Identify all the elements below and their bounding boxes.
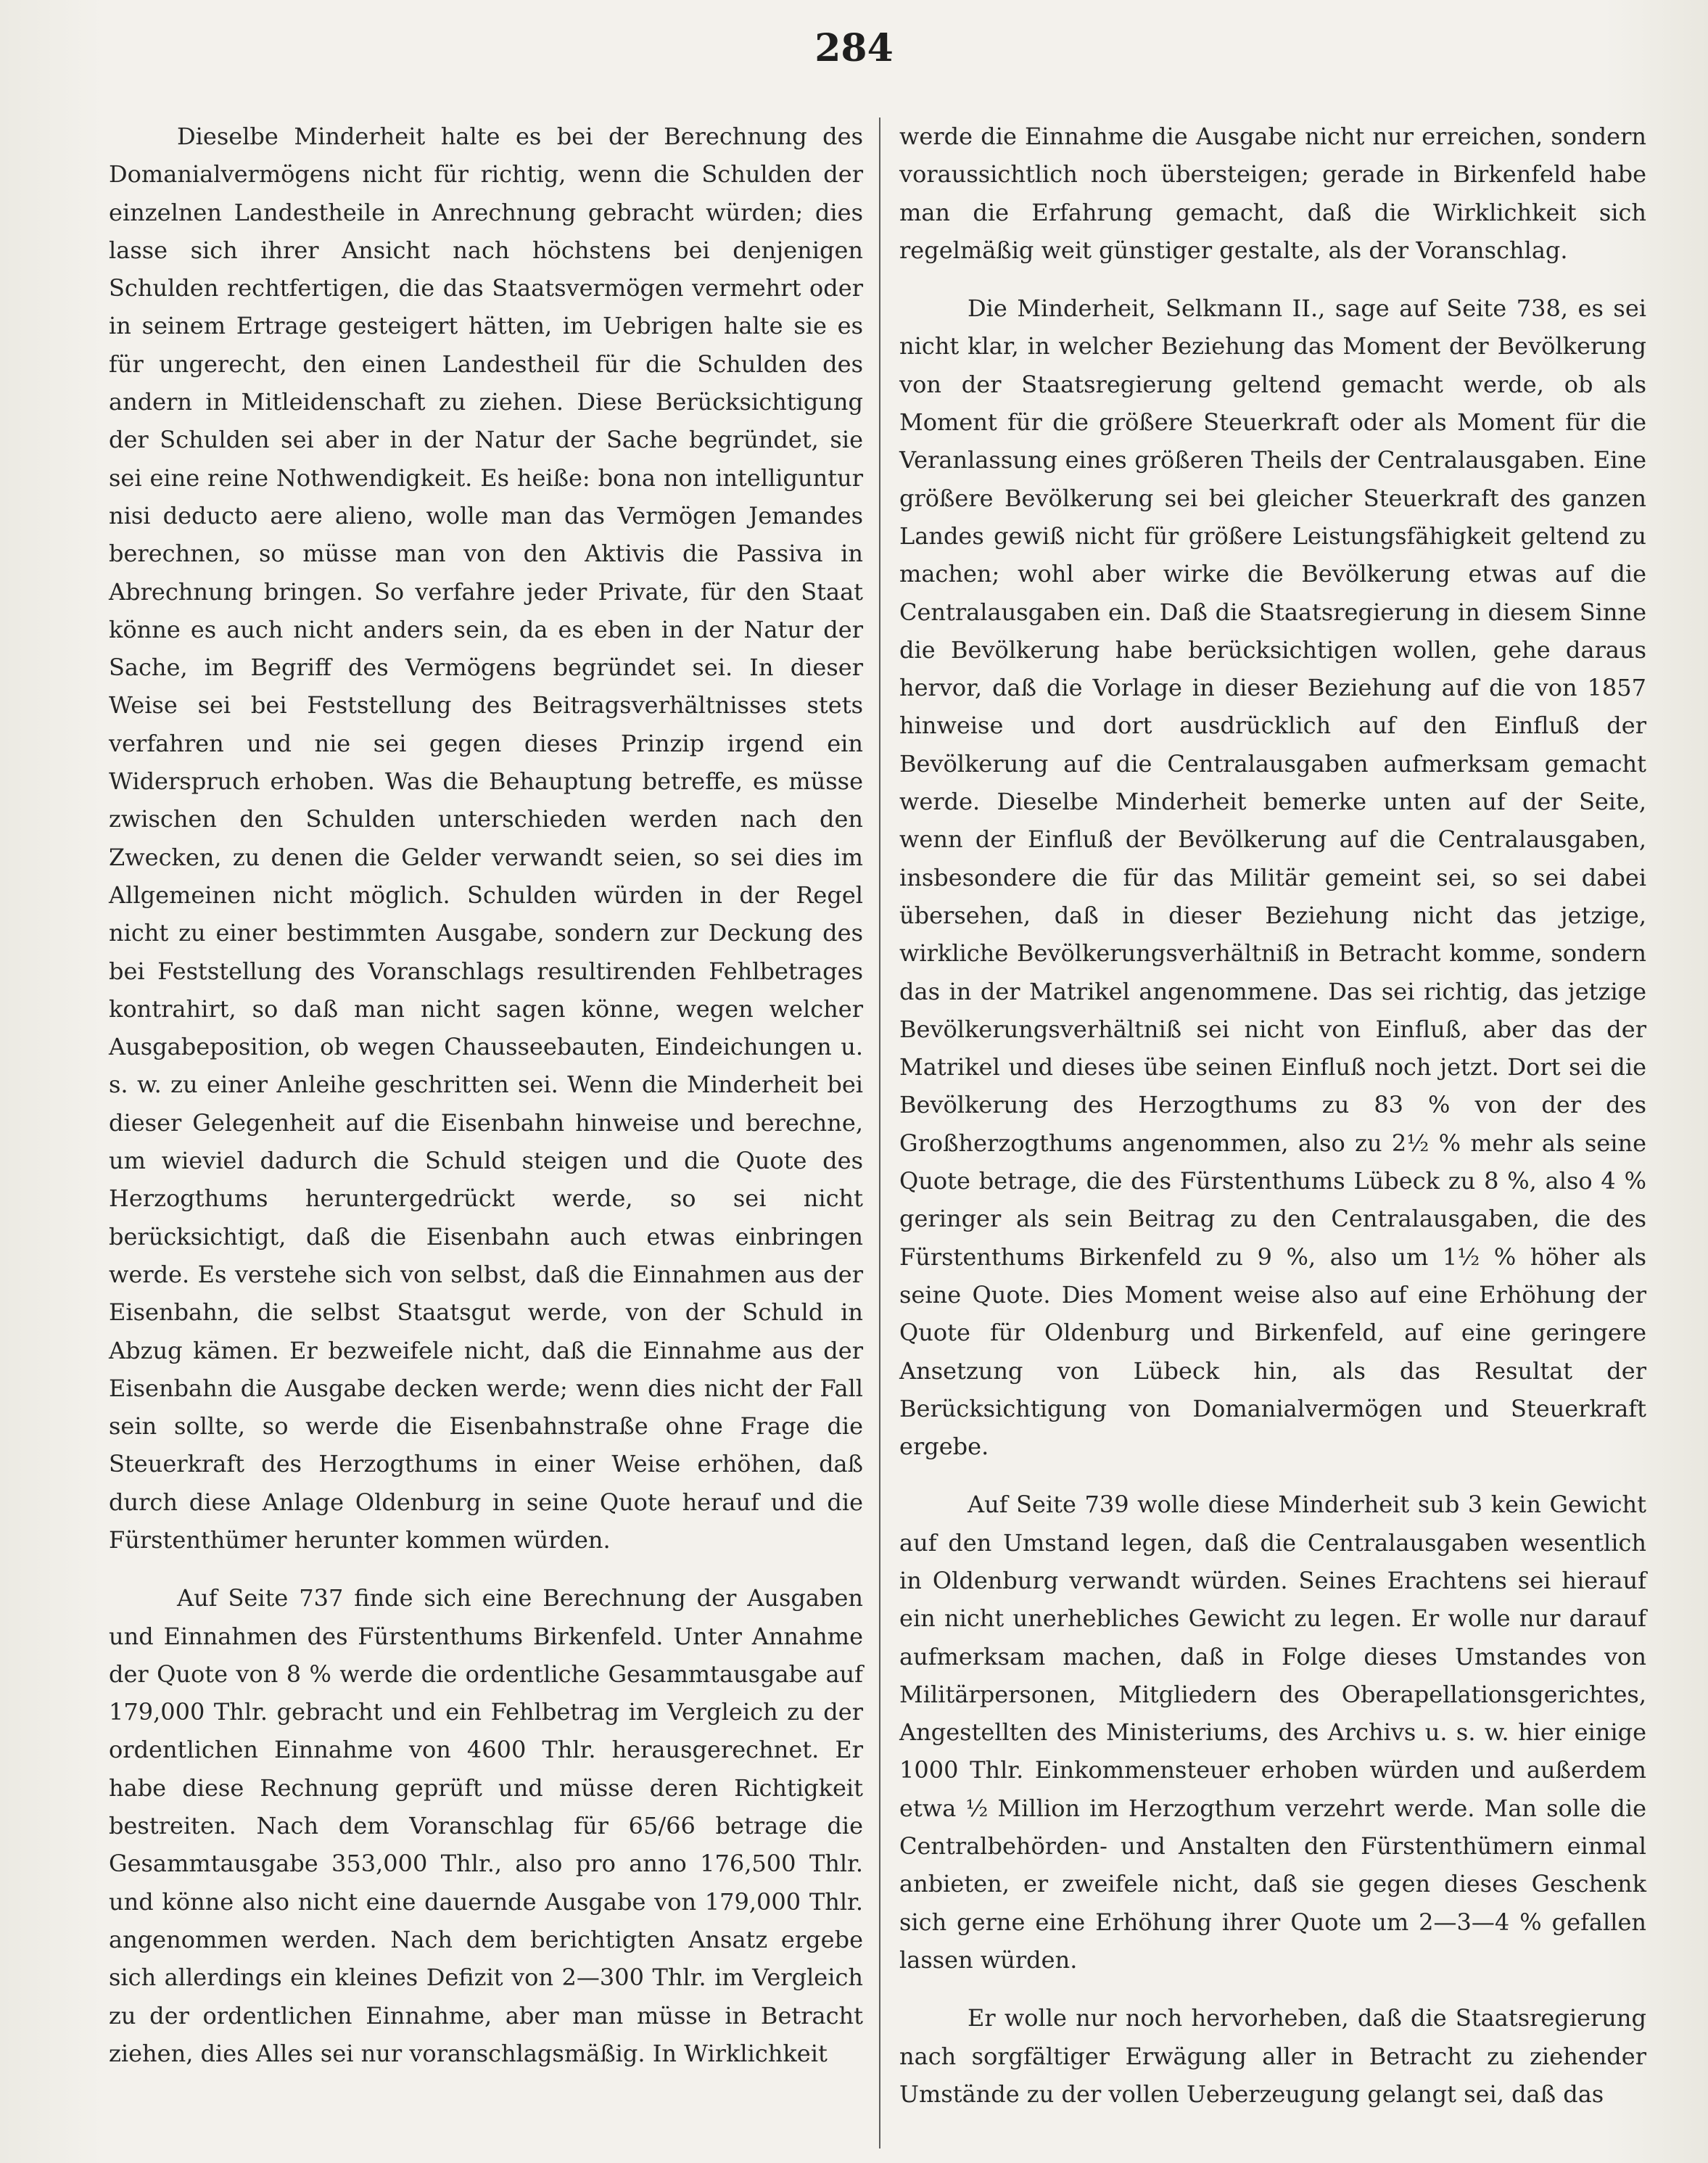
paragraph: Auf Seite 739 wolle diese Minderheit sub 3 kein Gewicht auf den Umstand legen, daß die Centralausgaben wesentlich in Oldenburg verwandt würden. Seines Erachtens sei hierauf ein nicht unerhebliches Gewicht zu legen. Er wolle nur darauf aufmerksam machen, daß in Folge dieses Umstandes von Militärpersonen, Mitgliedern des Oberapellationsgerichtes, Angestellten des Ministeriums, des Archivs u. s. w. hier einige 1000 Thlr. Einkommensteuer erhoben würden und außerdem etwa ½ Million im Herzogthum verzehrt werde. Man solle die Centralbehörden- und Anstalten den Fürstenthümern einmal anbieten, er zweifele nicht, daß sie gegen dieses Geschenk sich gerne eine Erhöhung ihrer Quote um 2—3—4 % gefallen lassen würden. xyxy=(899,1491,1646,1974)
paragraph: Die Minderheit, Selkmann II., sage auf Seite 738, es sei nicht klar, in welcher Beziehung das Moment der Bevölkerung von der Staatsregierung geltend gemacht werde, ob als Moment für die größere Steuerkraft oder als Moment für die Veranlassung eines größeren Theils der Centralausgaben. Eine größere Bevölkerung sei bei gleicher Steuerkraft des ganzen Landes gewiß nicht für größere Leistungsfähigkeit geltend zu machen; wohl aber wirke die Bevölkerung etwas auf die Centralausgaben ein. Daß die Staatsregierung in diesem Sinne die Bevölkerung habe berücksichtigen wollen, gehe daraus hervor, daß die Vorlage in dieser Beziehung auf die von 1857 hinweise und dort ausdrücklich auf den Einfluß der Bevölkerung auf die Centralausgaben aufmerksam gemacht werde. Dieselbe Minderheit bemerke unten auf der Seite, wenn der Einfluß der Bevölkerung auf die Centralausgaben, insbesondere die für das Militär gemeint sei, so sei dabei übersehen, daß in dieser Beziehung nicht das jetzige, wirkliche Bevölkerungsverhältniß in Betracht komme, sondern das in der Matrikel angenommene. Das sei richtig, das jetzige Bevölkerungsverhältniß sei nicht von Einfluß, aber das der Matrikel und dieses übe seinen Einfluß noch jetzt. Dort sei die Bevölkerung des Herzogthums zu 83 % von der des Großherzogthums angenommen, also zu 2½ % mehr als seine Quote betrage, die des Fürstenthums Lübeck zu 8 %, also 4 % geringer als sein Beitrag zu den Centralausgaben, die des Fürstenthums Birkenfeld zu 9 %, also um 1½ % höher als seine Quote. Dies Moment weise also auf eine Erhöhung der Quote für Oldenburg und Birkenfeld, auf eine geringere Ansetzung von Lübeck hin, als das Resultat der Berücksichtigung von Domanialvermögen und Steuerkraft ergebe. xyxy=(899,294,1646,1461)
paragraph: Er wolle nur noch hervorheben, daß die Staatsregierung nach sorgfältiger Erwägung aller in Betracht zu ziehender Umstände zu der vollen Ueberzeugung gelangt sei, daß das xyxy=(899,2004,1646,2108)
page-number: 284 xyxy=(814,26,894,70)
right-column xyxy=(899,118,1646,2113)
left-column xyxy=(109,118,863,2072)
paragraph: werde die Einnahme die Ausgabe nicht nur erreichen, sondern voraussichtlich noch übersteigen; gerade in Birkenfeld habe man die Erfahrung gemacht, daß die Wirklichkeit sich regelmäßig weit günstiger gestalte, als der Voranschlag. xyxy=(899,123,1646,264)
paragraph: Auf Seite 737 finde sich eine Berechnung der Ausgaben und Einnahmen des Fürstenthums Birkenfeld. Unter Annahme der Quote von 8 % werde die ordentliche Gesammtausgabe auf 179,000 Thlr. gebracht und ein Fehlbetrag im Vergleich zu der ordentlichen Einnahme von 4600 Thlr. herausgerechnet. Er habe diese Rechnung geprüft und müsse deren Richtigkeit bestreiten. Nach dem Voranschlag für 65/66 betrage die Gesammtausgabe 353,000 Thlr., also pro anno 176,500 Thlr. und könne also nicht eine dauernde Ausgabe von 179,000 Thlr. angenommen werden. Nach dem berichtigten Ansatz ergebe sich allerdings ein kleines Defizit von 2—300 Thlr. im Vergleich zu der ordentlichen Einnahme, aber man müsse in Betracht ziehen, dies Alles sei nur voranschlagsmäßig. In Wirklichkeit xyxy=(109,1584,863,2067)
paragraph: Dieselbe Minderheit halte es bei der Berechnung des Domanialvermögens nicht für richtig, wenn die Schulden der einzelnen Landestheile in Anrechnung gebracht würden; dies lasse sich ihrer Ansicht nach höchstens bei denjenigen Schulden rechtfertigen, die das Staatsvermögen vermehrt oder in seinem Ertrage gesteigert hätten, im Uebrigen halte sie es für ungerecht, den einen Landestheil für die Schulden des andern in Mitleidenschaft zu ziehen. Diese Berücksichtigung der Schulden sei aber in der Natur der Sache begründet, sie sei eine reine Nothwendigkeit. Es heiße: bona non intelliguntur nisi deducto aere alieno, wolle man das Vermögen Jemandes berechnen, so müsse man von den Aktivis die Passiva in Abrechnung bringen. So verfahre jeder Private, für den Staat könne es auch nicht anders sein, da es eben in der Natur der Sache, im Begriff des Vermögens begründet sei. In dieser Weise sei bei Feststellung des Beitragsverhältnisses stets verfahren und nie sei gegen dieses Prinzip irgend ein Widerspruch erhoben. Was die Behauptung betreffe, es müsse zwischen den Schulden unterschieden werden nach den Zwecken, zu denen die Gelder verwandt seien, so sei dies im Allgemeinen nicht möglich. Schulden würden in der Regel nicht zu einer bestimmten Ausgabe, sondern zur Deckung des bei Feststellung des Voranschlags resultirenden Fehlbetrages kontrahirt, so daß man nicht sagen könne, wegen welcher Ausgabeposition, ob wegen Chausseebauten, Eindeichungen u. s. w. zu einer Anleihe geschritten sei. Wenn die Minderheit bei dieser Gelegenheit auf die Eisenbahn hinweise und berechne, um wieviel dadurch die Schuld steigen und die Quote des Herzogthums heruntergedrückt werde, so sei nicht berücksichtigt, daß die Eisenbahn auch etwas einbringen werde. Es verstehe sich von selbst, daß die Einnahmen aus der Eisenbahn, die selbst Staatsgut werde, von der Schuld in Abzug kämen. Er bezweifele nicht, daß die Einnahme aus der Eisenbahn die Ausgabe decken werde; wenn dies nicht der Fall sein sollte, so werde die Eisenbahnstraße ohne Frage die Steuerkraft des Herzogthums in einer Weise erhöhen, daß durch diese Anlage Oldenburg in seine Quote herauf und die Fürstenthümer herunter kommen würden. xyxy=(109,123,863,1554)
column-divider xyxy=(879,118,880,2148)
